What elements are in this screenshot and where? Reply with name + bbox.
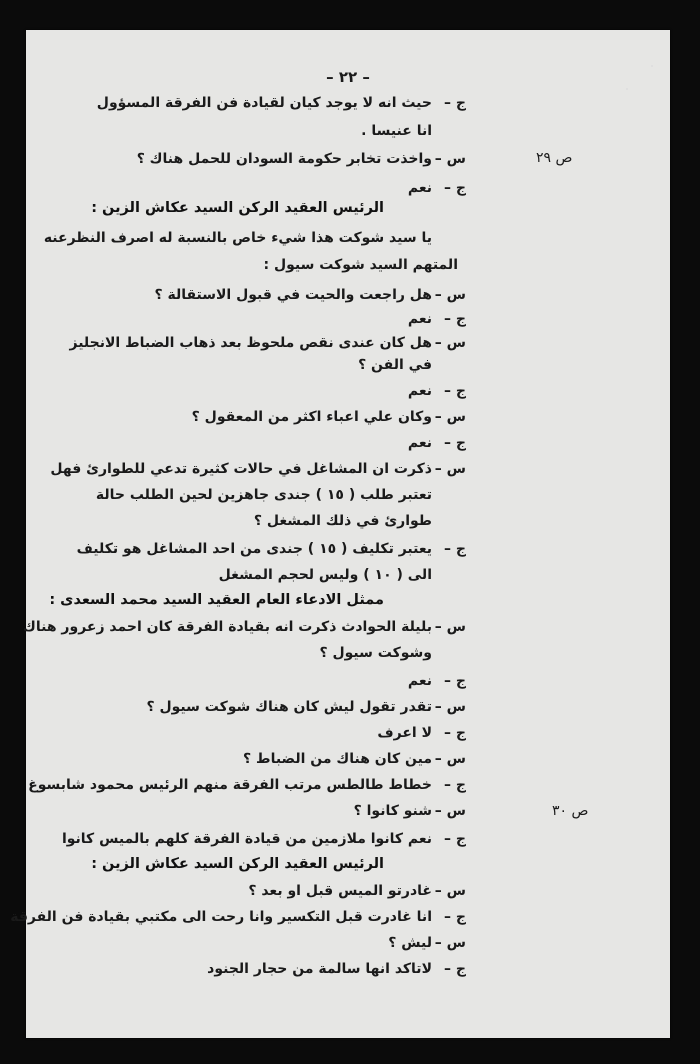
line-text: نعم	[407, 383, 432, 399]
line-marker: ج –	[444, 180, 466, 196]
transcript-line	[361, 122, 466, 140]
transcript-line	[146, 698, 466, 716]
transcript-line	[377, 724, 466, 742]
line-text: نعم كانوا ملازمين من قيادة الفرقة كلهم بالميس كانوا	[61, 831, 432, 847]
margin-note: ص ٣٠	[552, 803, 589, 819]
line-text: هل كان عندى نقص ملحوظ بعد ذهاب الضباط الانجليز	[69, 335, 432, 351]
line-text: في الفن ؟	[358, 357, 432, 373]
line-marker: س –	[434, 287, 466, 303]
transcript-line	[243, 750, 466, 768]
line-marker: س –	[434, 461, 466, 477]
transcript-line	[408, 672, 466, 690]
line-text: نعم	[407, 435, 432, 451]
transcript-line	[408, 179, 466, 197]
line-marker: ج –	[444, 541, 466, 557]
speaker-heading: المتهم السيد شوكت سيول :	[263, 257, 458, 273]
scan-speck	[626, 88, 628, 90]
margin-note: ص ٢٩	[536, 150, 573, 166]
transcript-line	[254, 512, 466, 530]
transcript-line	[70, 334, 467, 352]
transcript-line	[50, 460, 466, 478]
transcript-line	[408, 310, 466, 328]
line-text: شنو كانوا ؟	[353, 803, 432, 819]
line-text: نعم	[407, 180, 432, 196]
scan-speck	[651, 65, 653, 67]
transcript-line	[354, 802, 466, 820]
line-marker: س –	[434, 803, 466, 819]
line-marker: ج –	[444, 725, 466, 741]
transcript-line	[96, 486, 466, 504]
line-text: لاتاكد انها سالمة من حجار الجنود	[207, 961, 432, 977]
line-marker: س –	[434, 935, 466, 951]
line-text: غادرتو الميس قبل او بعد ؟	[248, 883, 432, 899]
line-marker: س –	[434, 409, 466, 425]
transcript-line	[219, 566, 466, 584]
line-text: لا اعرف	[377, 725, 432, 741]
transcript-line	[207, 960, 466, 978]
line-text: طوارئ في ذلك المشغل ؟	[253, 513, 432, 529]
line-marker: ج –	[444, 673, 466, 689]
line-marker: ج –	[444, 383, 466, 399]
line-marker: ج –	[444, 909, 466, 925]
transcript-line	[44, 229, 466, 247]
line-text: وشوكت سيول ؟	[319, 645, 432, 661]
line-text: نعم	[407, 311, 432, 327]
line-marker: س –	[434, 883, 466, 899]
transcript-line	[192, 408, 466, 426]
transcript-line	[408, 382, 466, 400]
transcript-line	[388, 934, 466, 952]
line-marker: ج –	[444, 311, 466, 327]
line-marker: ج –	[444, 95, 466, 111]
speaker-heading: ممثل الادعاء العام العقيد السيد محمد السعدى :	[49, 592, 384, 608]
speaker-heading: الرئيس العقيد الركن السيد عكاش الزين :	[91, 200, 384, 216]
transcript-line	[97, 94, 466, 112]
speaker-heading: الرئيس العقيد الركن السيد عكاش الزين :	[91, 856, 384, 872]
line-text: واخذت تخابر حكومة السودان للحمل هناك ؟	[136, 151, 432, 167]
transcript-line	[62, 830, 466, 848]
line-text: وكان علي اعباء اكثر من المعقول ؟	[191, 409, 432, 425]
line-text: انا عنيسا .	[361, 123, 432, 139]
line-text: الى ( ١٠ ) وليس لحجم المشغل	[218, 567, 432, 583]
transcript-line	[248, 882, 466, 900]
line-marker: ج –	[444, 831, 466, 847]
transcript-line	[408, 434, 466, 452]
line-marker: س –	[434, 619, 466, 635]
line-text: نعم	[407, 673, 432, 689]
transcript-line	[358, 356, 466, 374]
line-text: خطاط طالطس مرتب الفرقة منهم الرئيس محمود شابسوغ	[28, 777, 432, 793]
transcript-line	[23, 618, 466, 636]
transcript-line	[137, 150, 466, 168]
transcript-line	[10, 908, 466, 926]
page-number: – ٢٢ –	[326, 68, 370, 86]
line-marker: س –	[434, 699, 466, 715]
transcript-line	[28, 776, 466, 794]
line-text: يا سيد شوكت هذا شيء خاص بالنسبة له اصرف النظرعنه	[43, 230, 432, 246]
line-marker: س –	[434, 335, 466, 351]
line-text: تقدر تقول ليش كان هناك شوكت سيول ؟	[146, 699, 432, 715]
line-text: هل راجعت والحيت في قبول الاستقالة ؟	[154, 287, 432, 303]
document-page	[10, 30, 670, 1038]
line-text: انا غادرت قبل التكسير وانا رحت الى مكتبي بقيادة فن الفرقة	[10, 909, 432, 925]
line-marker: س –	[434, 151, 466, 167]
line-text: تعتبر طلب ( ١٥ ) جندى جاهزين لحين الطلب حالة	[95, 487, 432, 503]
line-marker: س –	[434, 751, 466, 767]
line-text: يعتبر تكليف ( ١٥ ) جندى من احد المشاغل هو تكليف	[76, 541, 432, 557]
line-marker: ج –	[444, 961, 466, 977]
transcript-line	[320, 644, 467, 662]
line-text: بليلة الحوادث ذكرت انه بقيادة الفرقة كان احمد زعرور هناك	[23, 619, 432, 635]
line-text: ذكرت ان المشاغل في حالات كثيرة تدعي للطوارئ فهل	[50, 461, 432, 477]
line-text: مين كان هناك من الضباط ؟	[243, 751, 432, 767]
line-text: حيث انه لا يوجد كيان لقيادة فن الفرقة المسؤول	[96, 95, 432, 111]
line-marker: ج –	[444, 777, 466, 793]
transcript-line	[77, 540, 466, 558]
line-text: ليش ؟	[388, 935, 432, 951]
line-marker: ج –	[444, 435, 466, 451]
transcript-line	[154, 286, 466, 304]
